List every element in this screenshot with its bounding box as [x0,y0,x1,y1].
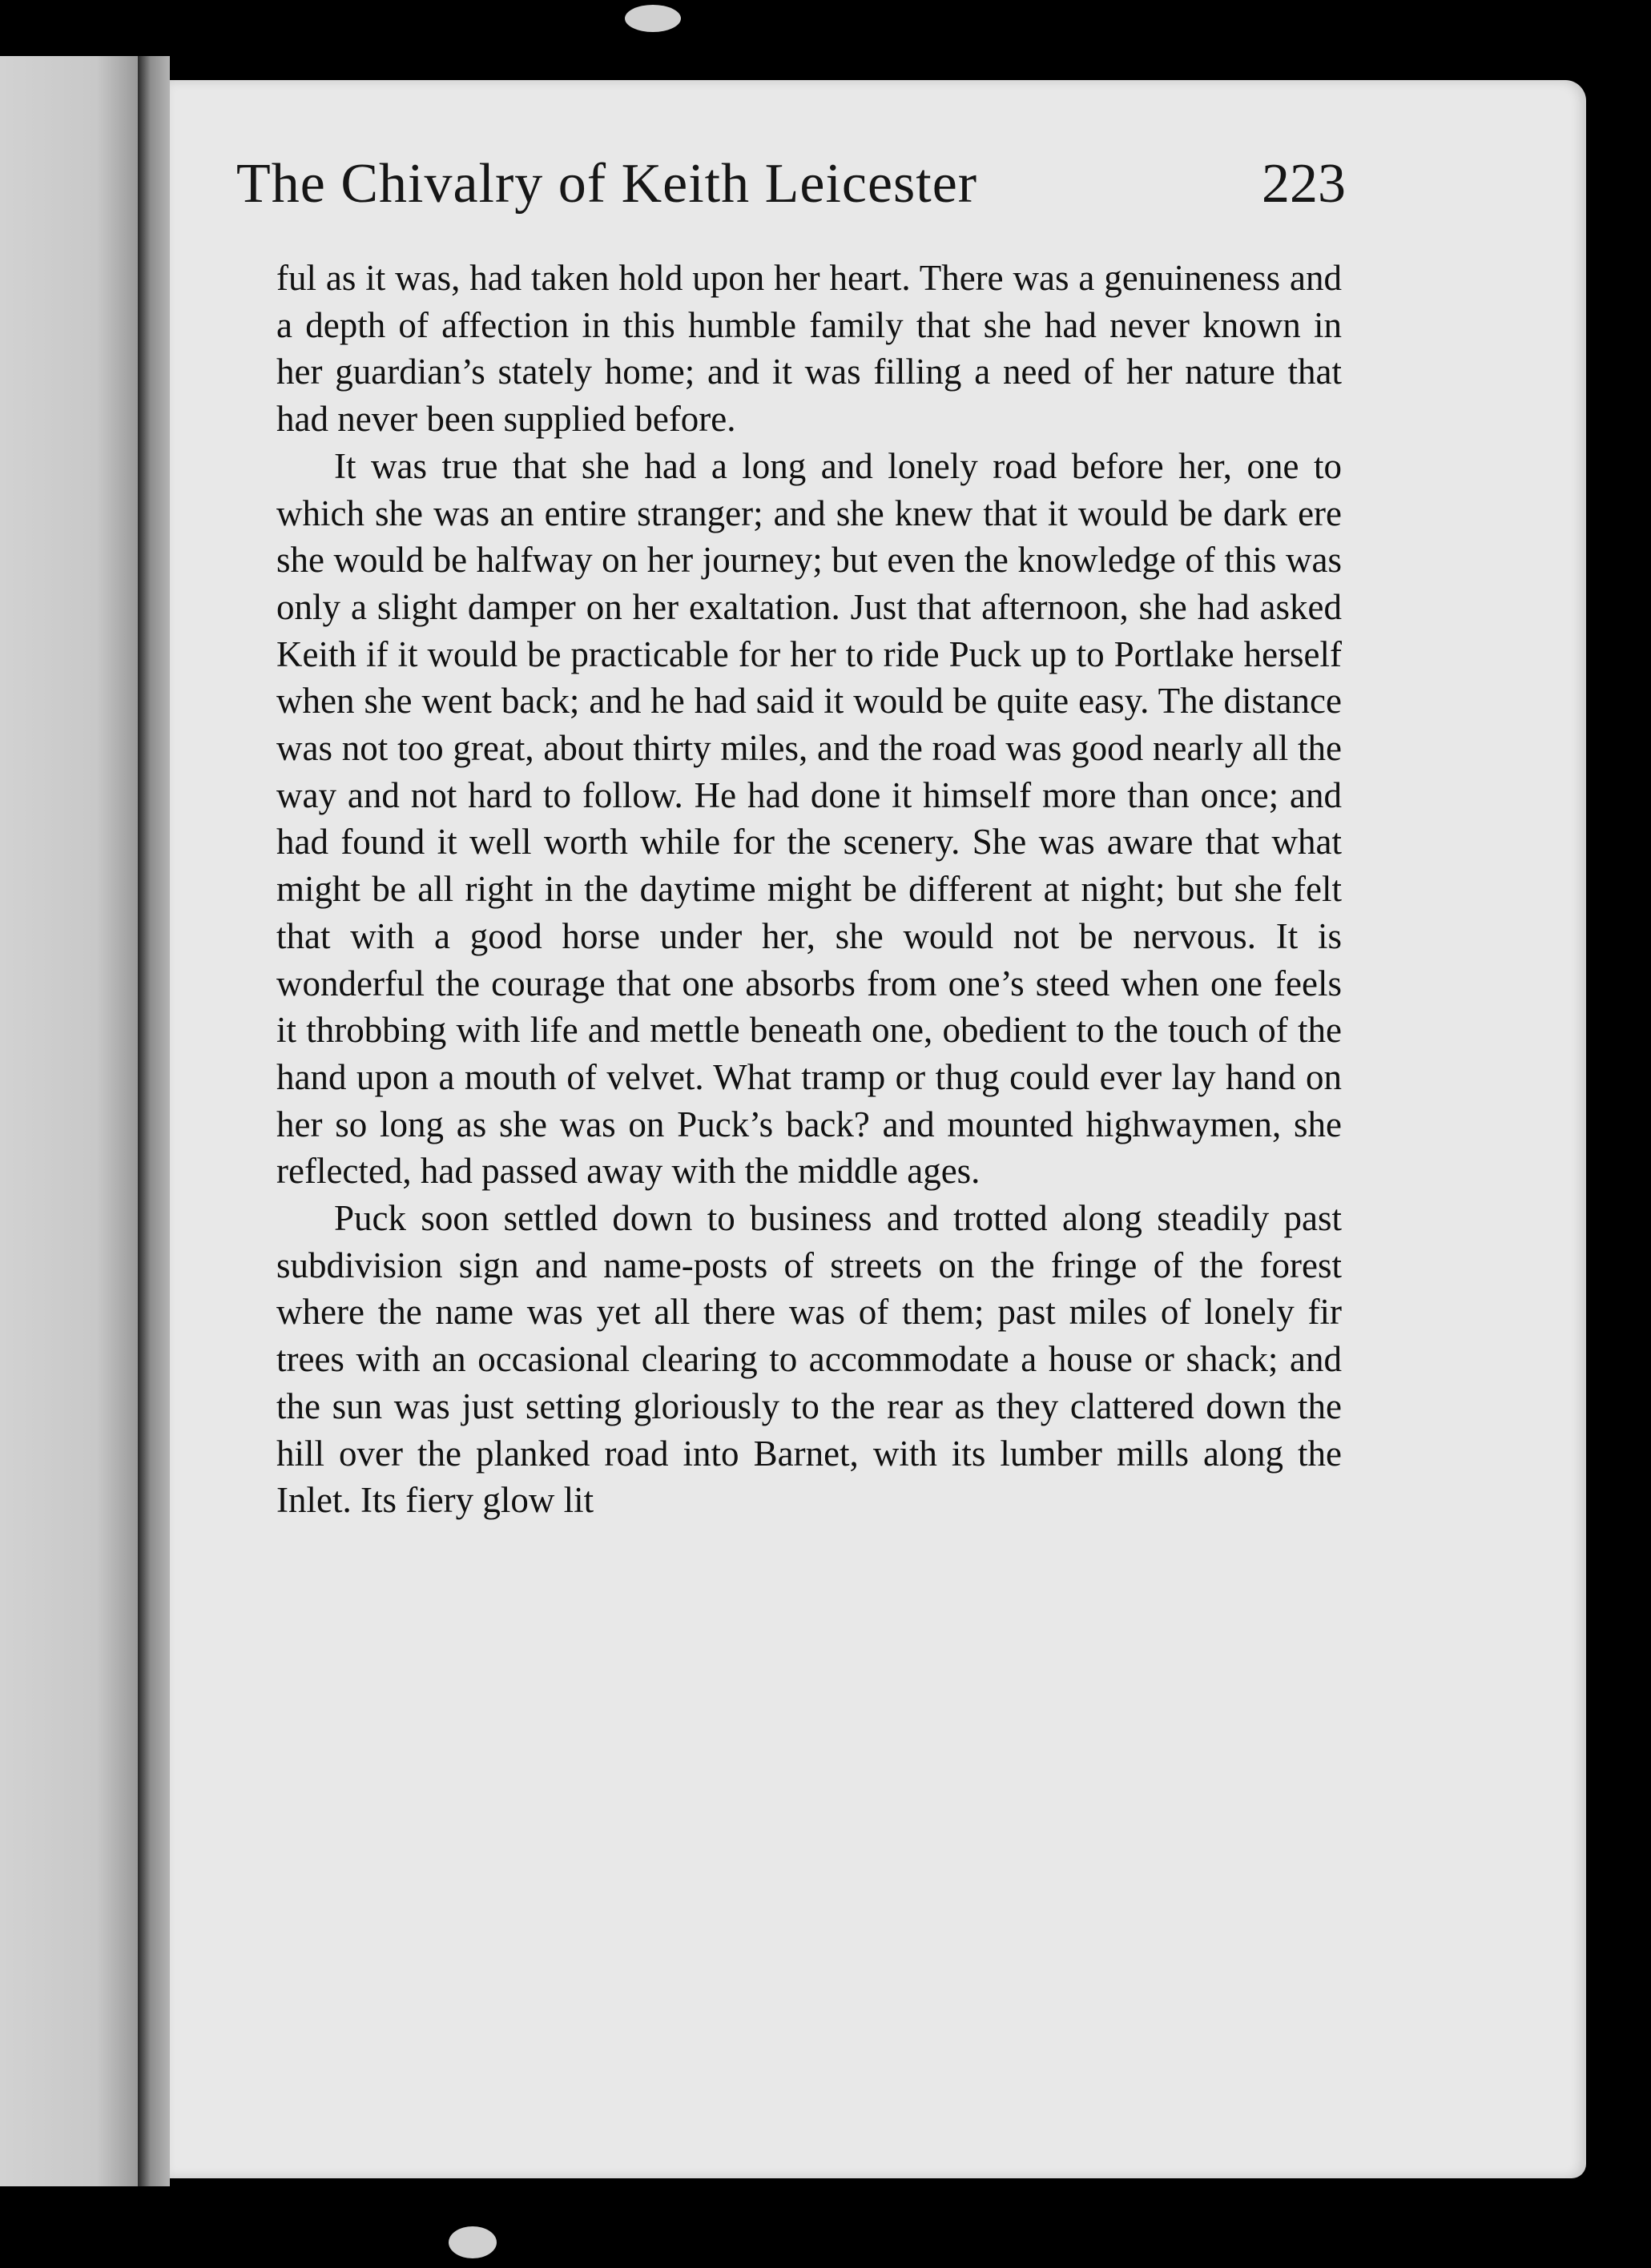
book-gutter [138,56,170,2186]
body-text [276,255,1342,1524]
facing-page-edge [0,56,138,2186]
paragraph: It was true that she had a long and lonely road before her, one to which she was an entire stranger; and she knew that it would be dark ere she would be halfway on her journey; but even the knowledge of this was only a slight damper on her exaltation. Just that afternoon, she had asked Keith if it would be practicable for her to ride Puck up to Portlake herself when she went back; and he had said it would be quite easy. The distance was not too great, about thirty miles, and the road was good nearly all the way and not hard to follow. He had done it himself more than once; and had found it well worth while for the scenery. She was aware that what might be all right in the daytime might be different at night; but she felt that with a good horse under her, she would not be nervous. It is wonderful the courage that one absorbs from one’s steed when one feels it throbbing with life and mettle beneath one, obedient to the touch of the hand upon a mouth of velvet. What tramp or thug could ever lay hand on her so long as she was on Puck’s back? and mounted highwaymen, she reflected, had passed away with the middle ages. [276,445,1342,1192]
scan-speck [625,5,681,32]
paragraph: ful as it was, had taken hold upon her heart. There was a genuineness and a depth of affection in this humble family that she had never known in her guardian’s stately home; and it was filling a need of her nature that had never been supplied before. [276,258,1342,440]
running-head [236,152,1346,240]
page-number: 223 [1262,153,1346,215]
scan-speck [449,2226,497,2258]
paragraph: Puck soon settled down to business and trotted along steadily past subdivision sign and name-posts of streets on the fringe of the forest where the name was yet all there was of them; past miles of lonely fir trees with an occasional clearing to accommodate a house or shack; and the sun was just setting gloriously to the rear as they clattered down the hill over the planked road into Barnet, with its lumber mills along the Inlet. Its fiery glow lit [276,1198,1342,1521]
running-title: The Chivalry of Keith Leicester [236,153,978,215]
